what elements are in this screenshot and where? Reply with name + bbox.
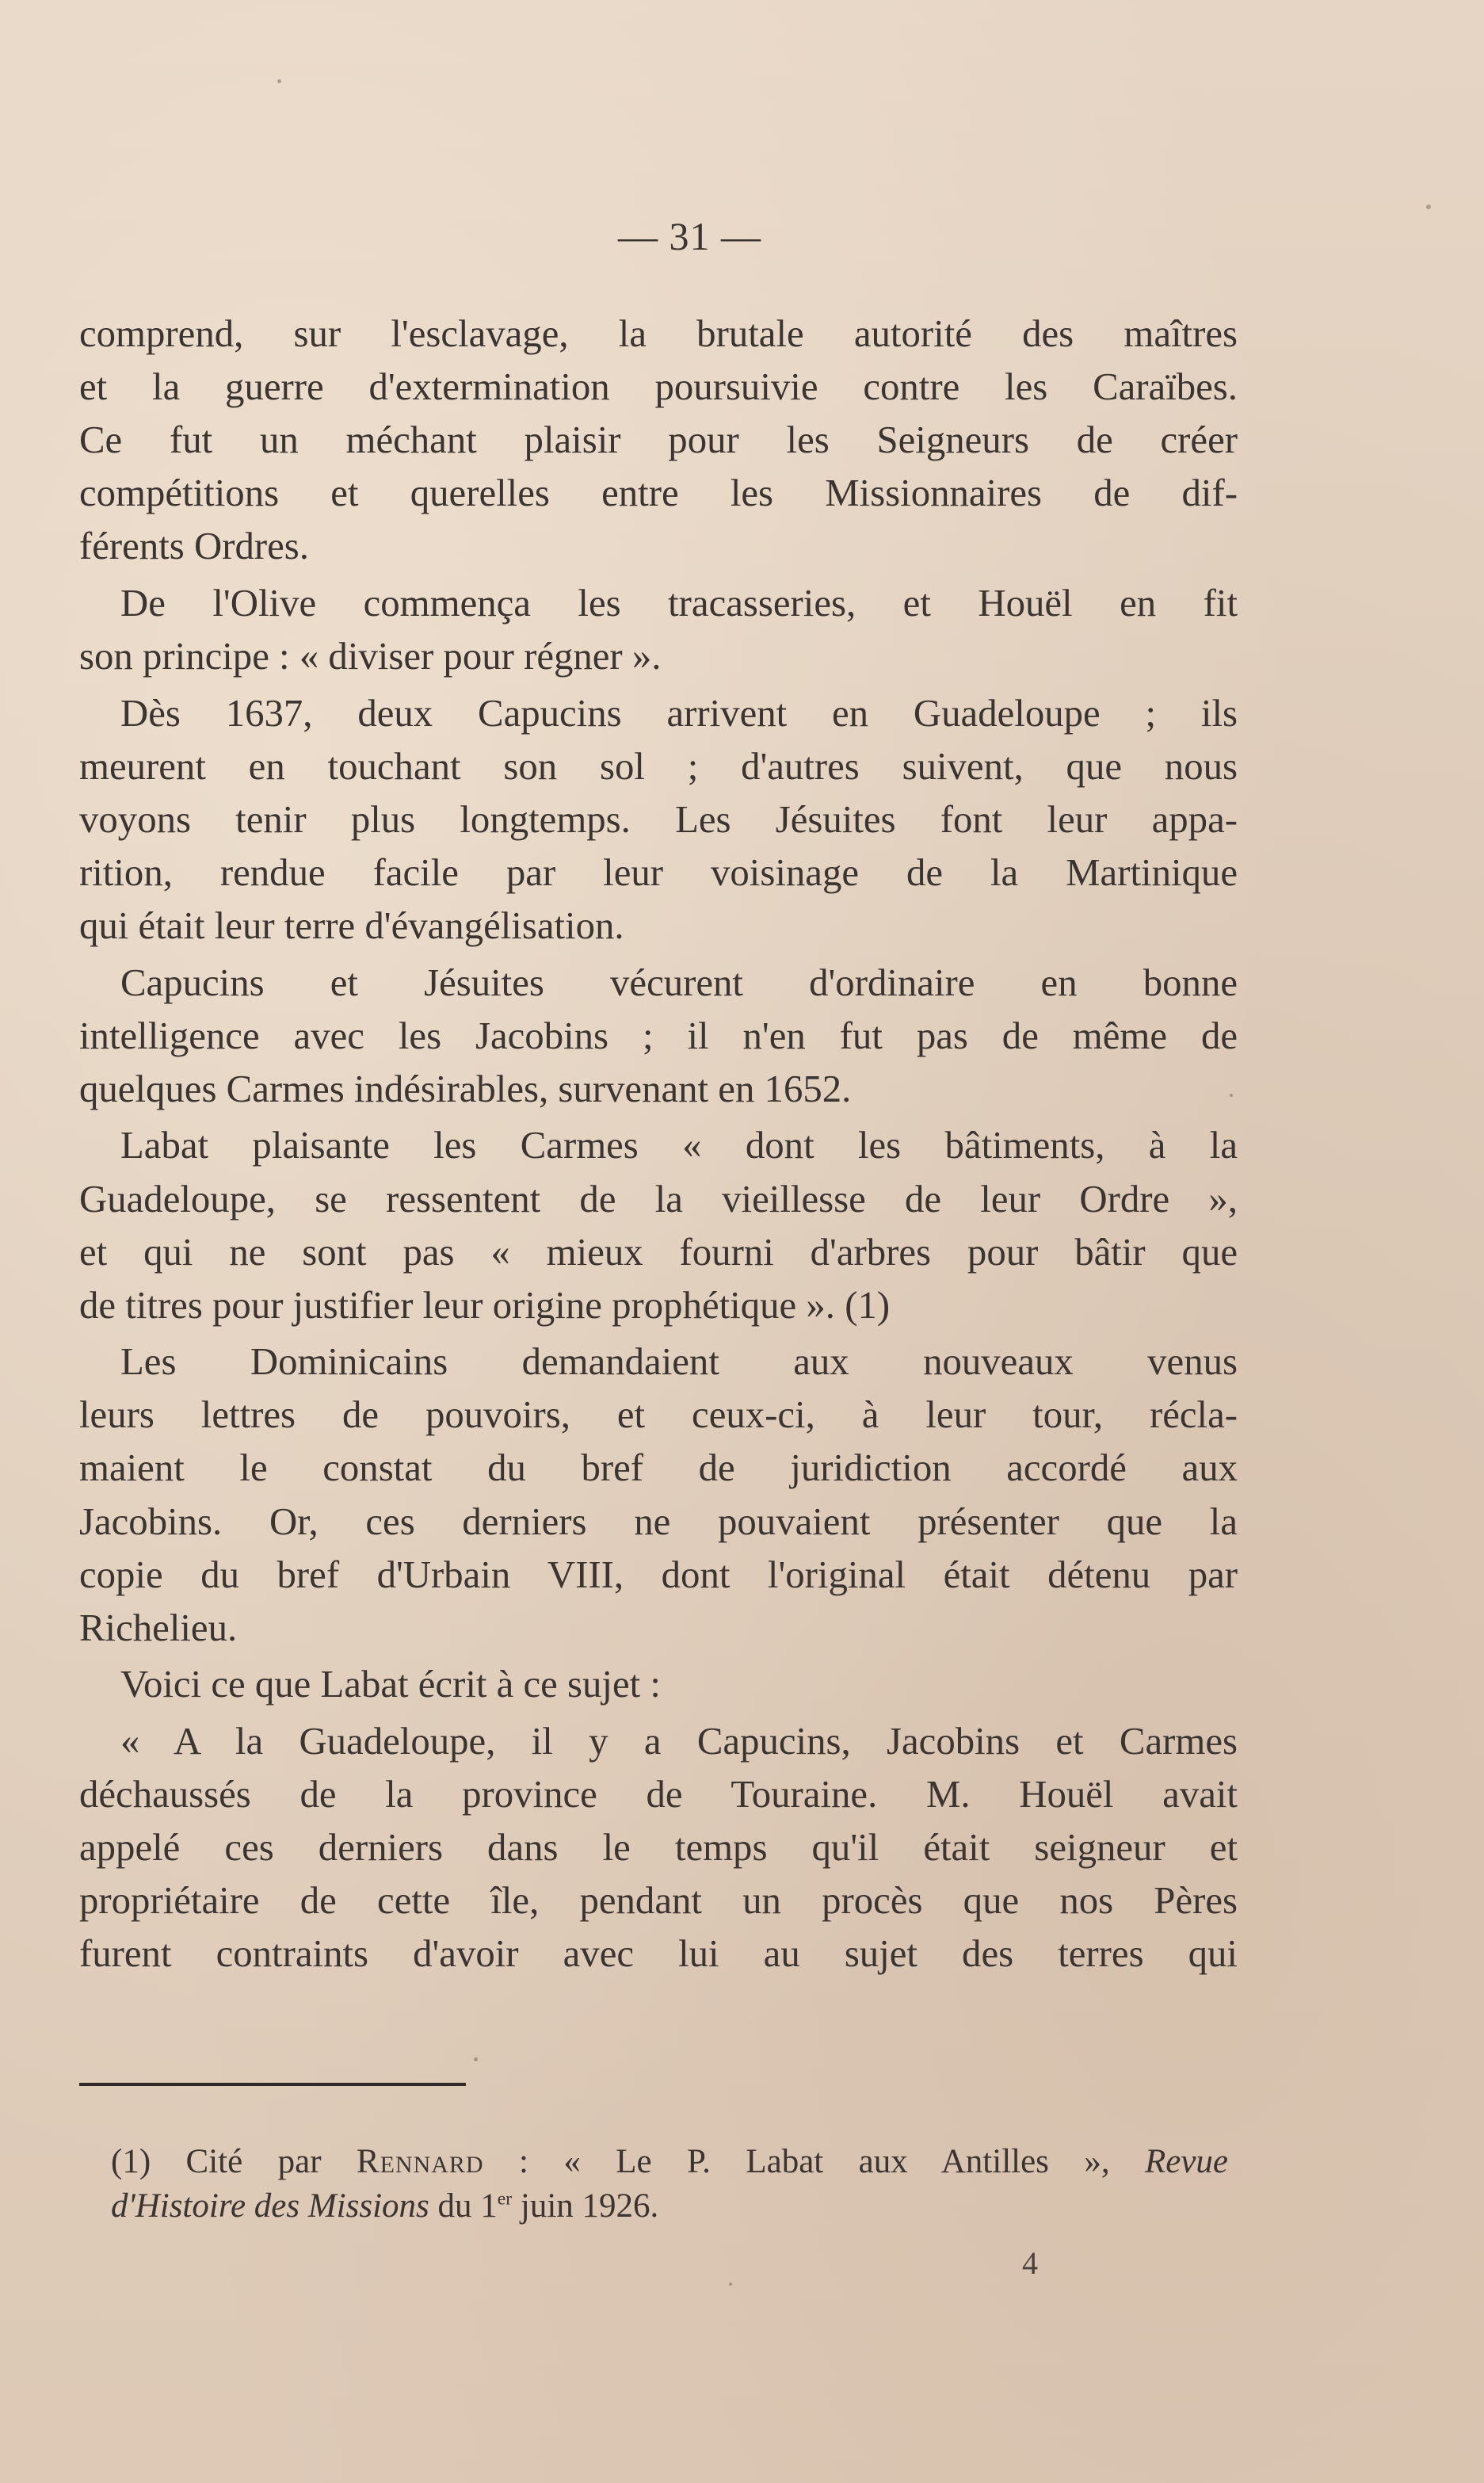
text-line: furent contraints d'avoir avec lui au sujet des terres qui [79, 1932, 1238, 1976]
text-line: De l'Olive commença les tracasseries, et Houël en fit [120, 581, 1238, 625]
text-line: son principe : « diviser pour régner ». [79, 635, 662, 678]
text-line: Guadeloupe, se ressentent de la vieillesse de leur Ordre », [79, 1177, 1238, 1220]
footnote-date-suffix: juin 1926. [512, 2187, 659, 2225]
paragraph [79, 1119, 1238, 1331]
text-line: Jacobins. Or, ces derniers ne pouvaient présenter que la [79, 1499, 1238, 1543]
paper-speck [729, 2282, 732, 2286]
paragraph [79, 687, 1238, 953]
text-line: intelligence avec les Jacobins ; il n'en fut pas de même de [79, 1014, 1238, 1057]
footnote-date-prefix: du 1 [437, 2187, 498, 2225]
footnote [111, 2140, 1228, 2229]
paragraph [79, 1658, 1238, 1711]
text-line: Capucins et Jésuites vécurent d'ordinaire en bonne [120, 961, 1238, 1004]
text-line: quelques Carmes indésirables, survenant en 1652. [79, 1067, 852, 1110]
text-line: Labat plaisante les Carmes « dont les bâtiments, à la [120, 1124, 1238, 1167]
text-line: qui était leur terre d'évangélisation. [79, 904, 624, 948]
paper-speck [1426, 204, 1431, 209]
footnote-line-1 [111, 2140, 1228, 2184]
text-line: maient le constat du bref de juridiction accordé aux [79, 1446, 1238, 1490]
paragraph [79, 577, 1238, 683]
text-line: déchaussés de la province de Touraine. M. Houël avait [79, 1773, 1238, 1816]
text-line: Dès 1637, deux Capucins arrivent en Guadeloupe ; ils [120, 691, 1238, 735]
footnote-marker: (1) Cité par [111, 2143, 322, 2180]
paragraph [79, 308, 1238, 573]
text-line: propriétaire de cette île, pendant un procès que nos Pères [79, 1879, 1238, 1923]
footnote-line-2 [111, 2184, 1228, 2229]
paragraph [79, 957, 1238, 1116]
footnote-separator [79, 2083, 466, 2086]
signature-mark: 4 [1022, 2245, 1038, 2281]
footnote-journal-start: Revue [1144, 2143, 1228, 2180]
body-text [79, 308, 1238, 1981]
text-line: meurent en touchant son sol ; d'autres suivent, que nous [79, 744, 1238, 788]
text-line: rition, rendue facile par leur voisinage de la Martinique [79, 850, 1238, 894]
footnote-author: Rennard [356, 2143, 484, 2180]
text-line: férents Ordres. [79, 525, 309, 568]
text-line: et la guerre d'extermination poursuivie contre les Caraïbes. [79, 365, 1238, 409]
text-line: appelé ces derniers dans le temps qu'il était seigneur et [79, 1826, 1238, 1870]
footnote-journal: d'Histoire des Missions [111, 2187, 429, 2225]
paragraph [79, 1715, 1238, 1981]
text-line: et qui ne sont pas « mieux fourni d'arbres pour bâtir que [79, 1230, 1238, 1274]
text-line: Ce fut un méchant plaisir pour les Seigneurs de créer [79, 418, 1238, 462]
text-line: de titres pour justifier leur origine prophétique ». (1) [79, 1283, 891, 1327]
paper-speck [474, 2057, 478, 2061]
text-line: leurs lettres de pouvoirs, et ceux-ci, à leur tour, récla- [79, 1393, 1238, 1437]
footnote-quote: : « Le P. Labat aux Antilles », [519, 2143, 1110, 2180]
text-line: Voici ce que Labat écrit à ce sujet : [120, 1663, 661, 1706]
footnote-date-sup: er [497, 2188, 513, 2210]
text-line: Richelieu. [79, 1606, 238, 1649]
paragraph [79, 1335, 1238, 1655]
text-line: copie du bref d'Urbain VIII, dont l'original était détenu par [79, 1553, 1238, 1596]
page-number: — 31 — [618, 214, 761, 258]
paper-speck [277, 79, 281, 83]
text-line: Les Dominicains demandaient aux nouveaux venus [120, 1340, 1238, 1384]
text-line: comprend, sur l'esclavage, la brutale autorité des maîtres [79, 312, 1238, 355]
text-line: compétitions et querelles entre les Missionnaires de dif- [79, 472, 1238, 515]
text-line: voyons tenir plus longtemps. Les Jésuites font leur appa- [79, 797, 1238, 841]
text-line: « A la Guadeloupe, il y a Capucins, Jacobins et Carmes [120, 1719, 1238, 1763]
paper-speck [1230, 1094, 1233, 1097]
